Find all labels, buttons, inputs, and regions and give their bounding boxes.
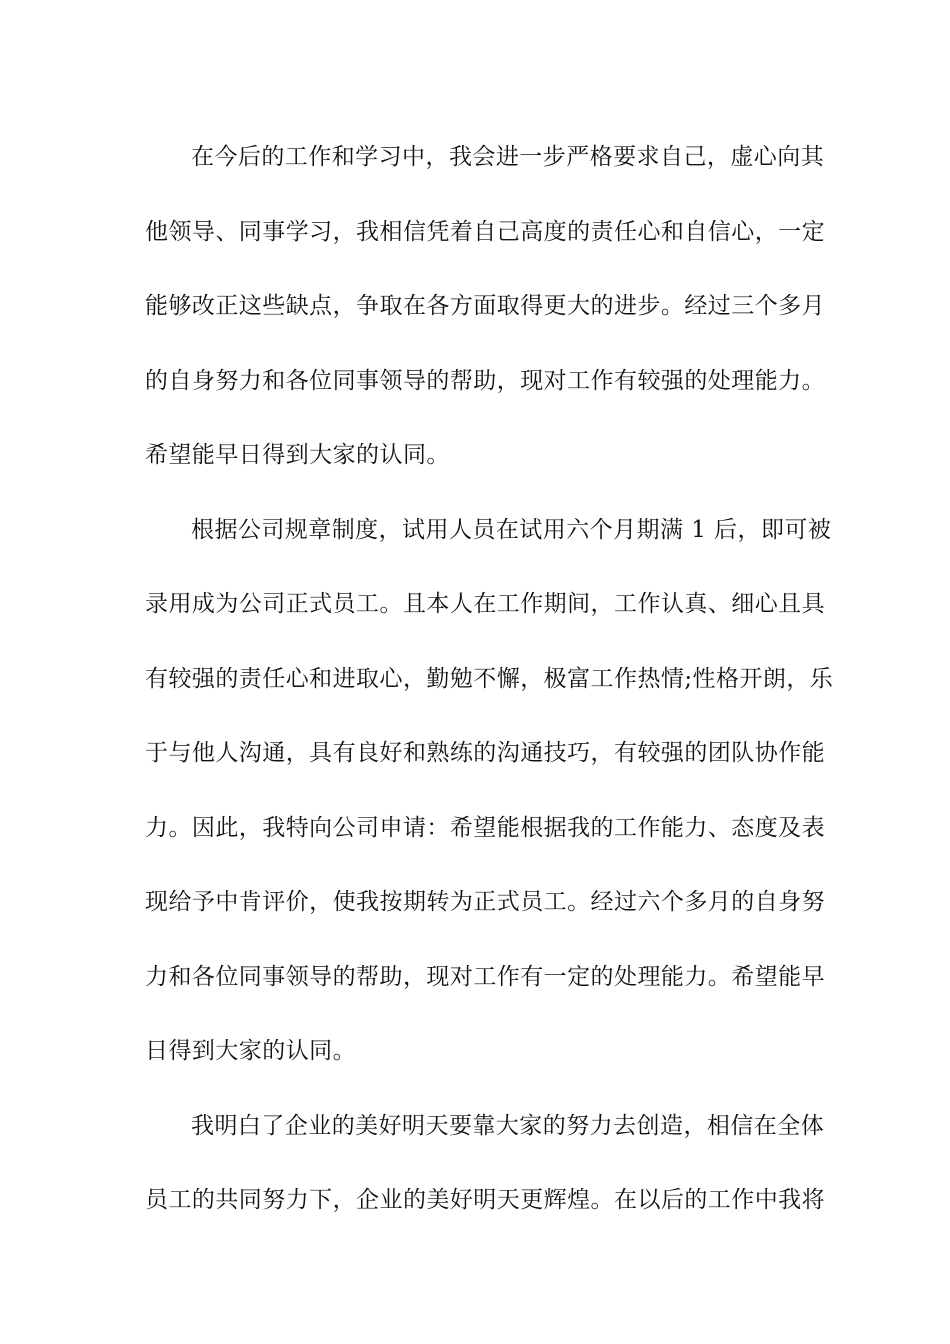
paragraph-line: 能够改正这些缺点，争取在各方面取得更大的进步。经过三个多月 (145, 293, 826, 319)
paragraph-line: 我明白了企业的美好明天要靠大家的努力去创造，相信在全体 (191, 1112, 825, 1139)
paragraph-line: 现给予中肯评价，使我按期转为正式员工。经过六个多月的自身努 (145, 889, 826, 915)
paragraph-line: 于与他人沟通，具有良好和熟练的沟通技巧，有较强的团队协作能 (145, 740, 826, 766)
paragraph-line: 他领导、同事学习，我相信凭着自己高度的责任心和自信心，一定 (145, 218, 826, 245)
paragraph-line: 根据公司规章制度，试用人员在试用六个月期满 1 后，即可被 (191, 516, 832, 543)
paragraph-line: 员工的共同努力下，企业的美好明天更辉煌。在以后的工作中我将 (145, 1187, 826, 1213)
document-body (145, 120, 834, 1238)
paragraph-line: 录用成为公司正式员工。且本人在工作期间，工作认真、细心且具 (145, 591, 826, 617)
paragraph-line: 希望能早日得到大家的认同。 (145, 442, 450, 468)
paragraph-3 (145, 1089, 826, 1238)
paragraph-line: 力。因此，我特向公司申请：希望能根据我的工作能力、态度及表 (145, 814, 826, 841)
paragraph-line: 有较强的责任心和进取心，勤勉不懈，极富工作热情;性格开朗，乐 (145, 665, 834, 692)
paragraph-line: 力和各位同事领导的帮助，现对工作有一定的处理能力。希望能早 (145, 963, 826, 990)
paragraph-line: 日得到大家的认同。 (145, 1038, 357, 1064)
paragraph-1 (145, 120, 826, 493)
paragraph-2 (145, 493, 834, 1089)
paragraph-line: 的自身努力和各位同事领导的帮助，现对工作有较强的处理能力。 (145, 367, 826, 394)
paragraph-line: 在今后的工作和学习中，我会进一步严格要求自己，虚心向其 (191, 144, 825, 170)
